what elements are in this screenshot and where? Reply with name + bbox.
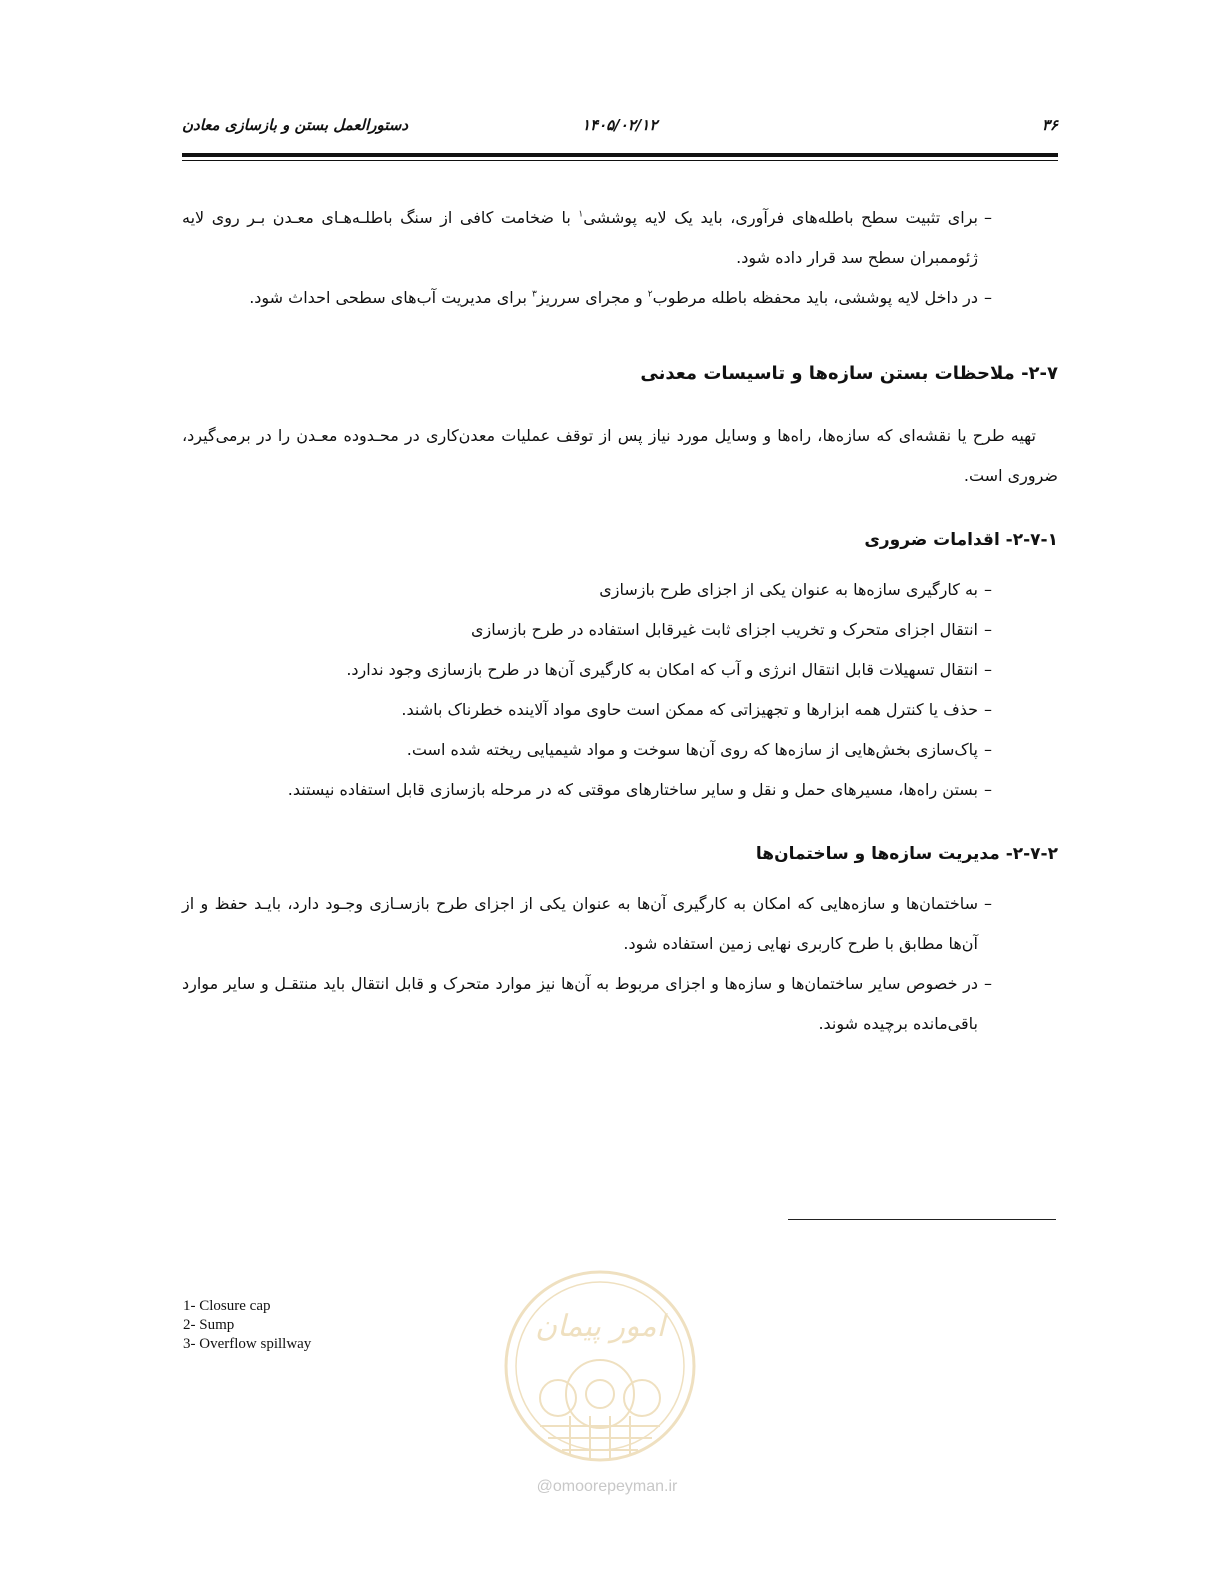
list-item <box>182 730 1058 770</box>
page-body <box>182 198 1058 1044</box>
header-rule-thick <box>182 153 1058 157</box>
header-rule-thin <box>182 160 1058 161</box>
list-item-text: ساختمان‌ها و سازه‌هایی که امکان به کارگیری آن‌ها به عنوان یکی از اجزای طرح بازسـازی وجـود دارد، بایـد حفظ و از آن‌ها مطابق با طرح کاربری نهایی زمین استفاده شود. <box>182 894 978 953</box>
list-item <box>182 610 1058 650</box>
list-item-text: پاک‌سازی بخش‌هایی از سازه‌ها که روی آن‌ها سوخت و مواد شیمیایی ریخته شده است. <box>406 740 978 759</box>
footnote: 2- Sump <box>183 1317 235 1333</box>
footnotes <box>183 1297 311 1354</box>
page-number: ۳۶ <box>1041 116 1058 134</box>
dash-marker: – <box>984 620 992 639</box>
subsection-heading: ۲-۷-۱- اقدامات ضروری <box>864 530 1058 550</box>
list-item-text: و مجرای سرریز <box>536 288 648 307</box>
list-item-text: با ضخامت کافی از سنگ باطلـه‌هـای معـدن بـر روی لایه ژئوممبران سطح سد قرار داده شود. <box>182 208 978 267</box>
footnote: 3- Overflow spillway <box>183 1336 312 1352</box>
list-item-text: در داخل لایه پوششی، باید محفظه باطله مرطوب <box>652 288 978 307</box>
list-item-text: انتقال تسهیلات قابل انتقال انرژی و آب که امکان به کارگیری آن‌ها در طرح بازسازی وجود ندارد. <box>346 660 978 679</box>
svg-text:امور پیمان: امور پیمان <box>535 1309 665 1344</box>
list-item-text: برای مدیریت آب‌های سطحی احداث شود. <box>249 288 533 307</box>
watermark-seal-icon <box>500 1266 700 1466</box>
list-item-text: برای تثبیت سطح باطله‌های فرآوری، باید یک لایه پوششی <box>583 208 978 227</box>
list-item <box>182 650 1058 690</box>
footnote-separator <box>788 1219 1056 1220</box>
dash-marker: – <box>984 288 992 307</box>
section-paragraph: تهیه طرح یا نقشه‌ای که سازه‌ها، راه‌ها و وسایل مورد نیاز پس از توقف عملیات معدن‌کاری در محـدوده معـدن را در برمی‌گیرد، ضروری است. <box>182 426 1058 485</box>
list-item <box>182 278 1058 318</box>
footnote-ref: ۲ <box>647 289 653 300</box>
dash-marker: – <box>984 208 992 227</box>
dash-marker: – <box>984 894 992 913</box>
dash-marker: – <box>984 780 992 799</box>
dash-marker: – <box>984 740 992 759</box>
header-date: ۱۴۰۵/۰۲/۱۲ <box>582 116 658 134</box>
document-title: دستورالعمل بستن و بازسازی معادن <box>182 116 409 134</box>
list-item-text: انتقال اجزای متحرک و تخریب اجزای ثابت غیرقابل استفاده در طرح بازسازی <box>471 620 978 639</box>
list-item <box>182 570 1058 610</box>
subsection-heading: ۲-۷-۲- مدیریت سازه‌ها و ساختمان‌ها <box>755 844 1058 864</box>
watermark-url: @omoorepeyman.ir <box>536 1478 678 1495</box>
list-item-text: بستن راه‌ها، مسیرهای حمل و نقل و سایر ساختارهای موقتی که در مرحله بازسازی قابل استفاده نیستند. <box>287 780 978 799</box>
list-item-text: به کارگیری سازه‌ها به عنوان یکی از اجزای طرح بازسازی <box>599 580 978 599</box>
dash-marker: – <box>984 660 992 679</box>
dash-marker: – <box>984 580 992 599</box>
list-item <box>182 690 1058 730</box>
page-header <box>182 116 1058 150</box>
list-item-text: در خصوص سایر ساختمان‌ها و سازه‌ها و اجزای مربوط به آن‌ها نیز موارد متحرک و قابل انتقال باید منتقـل و سایر موارد باقی‌مانده برچیده شوند. <box>182 974 978 1033</box>
list-item <box>182 770 1058 810</box>
footnote-ref: ۳ <box>532 289 537 300</box>
dash-marker: – <box>984 700 992 719</box>
list-item-text: حذف یا کنترل همه ابزارها و تجهیزاتی که ممکن است حاوی مواد آلاینده خطرناک باشند. <box>401 700 978 719</box>
footnote-ref: ۱ <box>578 209 584 220</box>
section-heading: ۲-۷- ملاحظات بستن سازه‌ها و تاسیسات معدنی <box>640 363 1058 384</box>
list-item <box>182 964 1058 1044</box>
list-item <box>182 884 1058 964</box>
dash-marker: – <box>984 974 992 993</box>
footnote: 1- Closure cap <box>183 1298 271 1314</box>
list-item <box>182 198 1058 278</box>
